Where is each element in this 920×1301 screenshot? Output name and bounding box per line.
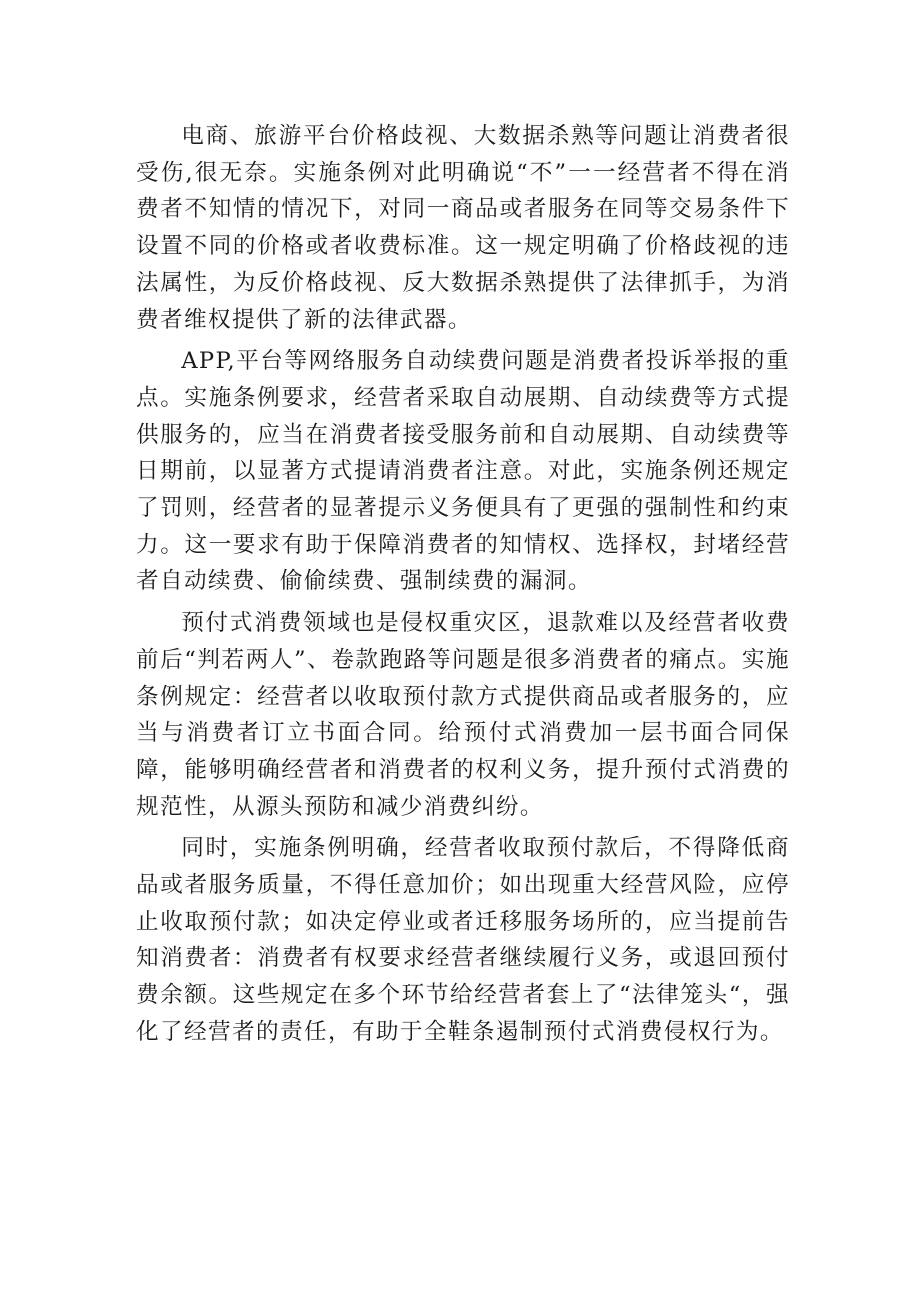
paragraph-prepaid-obligations: 同时，实施条例明确，经营者收取预付款后，不得降低商品或者服务质量，不得任意加价；如出现重大经营风险，应停止收取预付款；如决定停业或者迁移服务场所的，应当提前告知消费者：消费者有权要求经营者继续履行义务，或退回预付费余额。这些规定在多个环节给经营者套上了“法律笼头“，强化了经营者的责任，有助于全鞋条遏制预付式消费侵权行为。 [136,835,790,1045]
paragraph-price-discrimination: 电商、旅游平台价格歧视、大数据杀熟等问题让消费者很受伤,很无奈。实施条例对此明确说“不”一一经营者不得在消费者不知情的情况下，对同一商品或者服务在同等交易条件下设置不同的价格或者收费标准。这一规定明确了价格歧视的违法属性，为反价格歧视、反大数据杀熟提供了法律抓手，为消费者维权提供了新的法律武器。 [136,123,790,333]
paragraph-prepaid-consumption: 预付式消费领域也是侵权重灾区，退款难以及经营者收费前后“判若两人”、卷款跑路等问题是很多消费者的痛点。实施条例规定：经营者以收取预付款方式提供商品或者服务的，应当与消费者订立书面合同。给预付式消费加一层书面合同保障，能够明确经营者和消费者的权利义务，提升预付式消费的规范性，从源头预防和减少消费纠纷。 [136,610,790,820]
paragraph-auto-renewal: APP,平台等网络服务自动续费问题是消费者投诉举报的重点。实施条例要求，经营者采取自动展期、自动续费等方式提供服务的，应当在消费者接受服务前和自动展期、自动续费等日期前，以显著方式提请消费者注意。对此，实施条例还规定了罚则，经营者的显著提示义务便具有了更强的强制性和约束力。这一要求有助于保障消费者的知情权、选择权，封堵经营者自动续费、偷偷续费、强制续费的漏洞。 [136,348,790,595]
document-body [136,118,790,1056]
